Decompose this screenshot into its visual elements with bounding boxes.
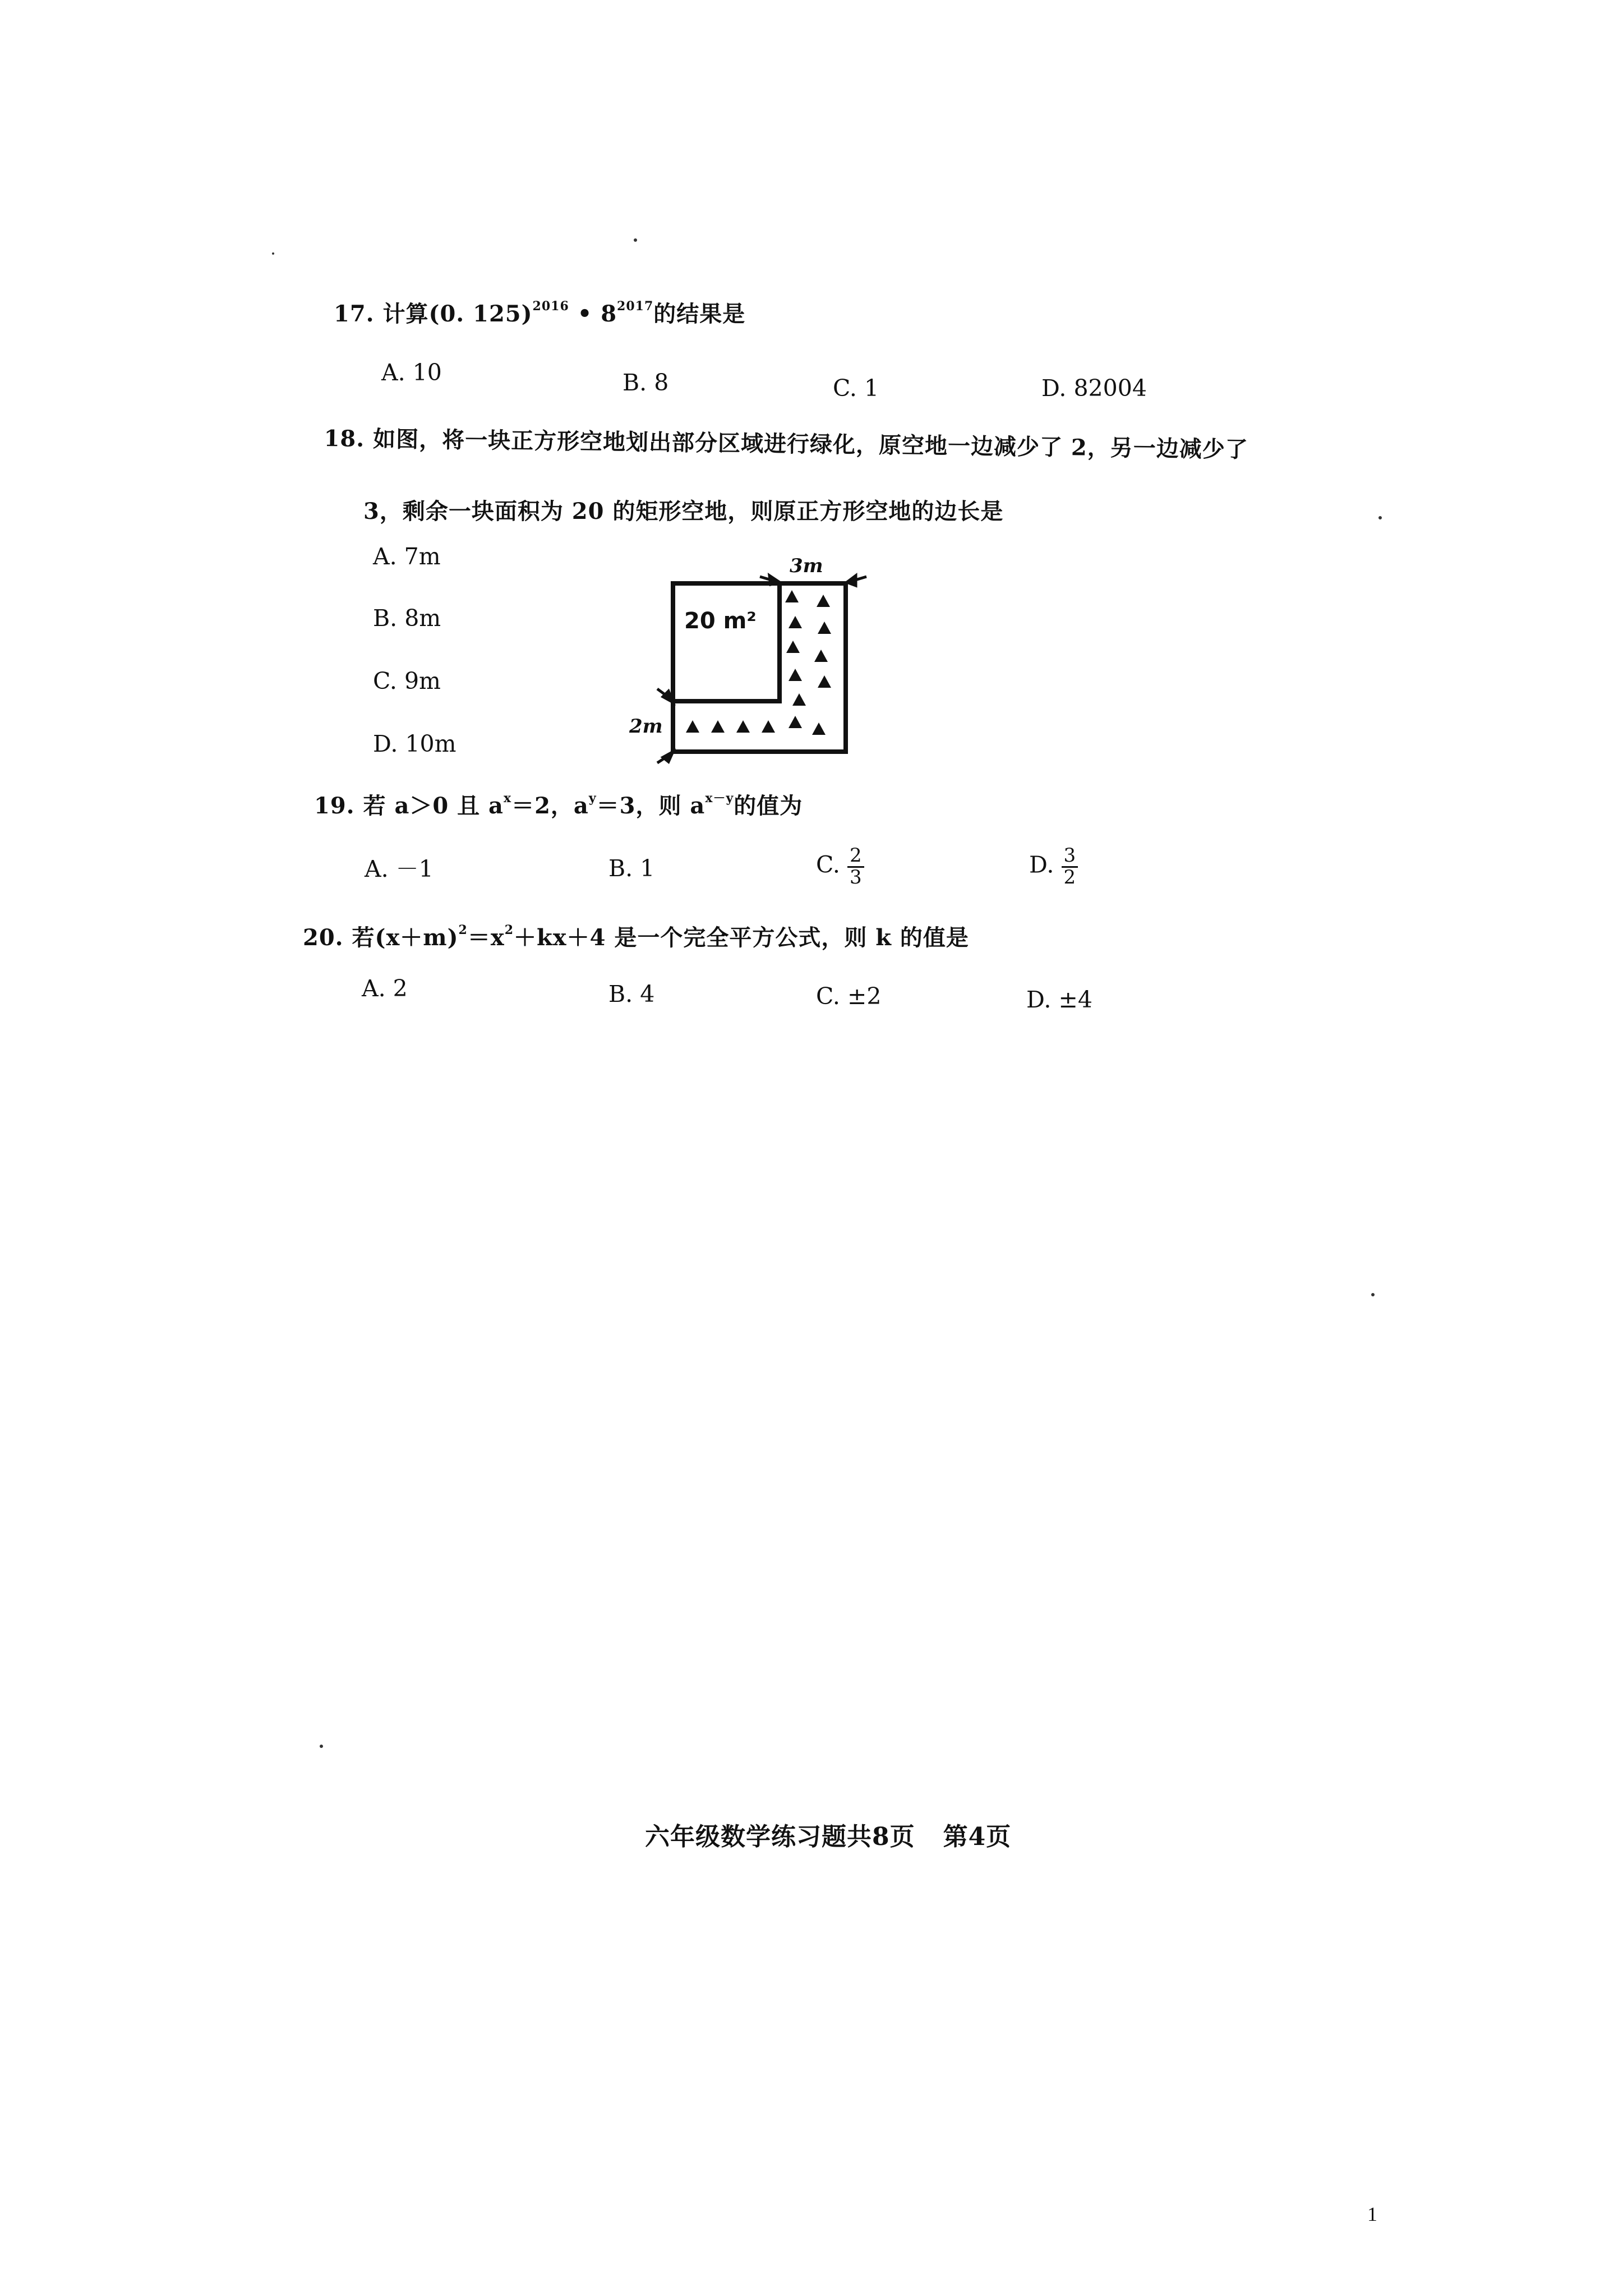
fraction-two-thirds: $\frac{2}{3}$ xyxy=(847,846,864,887)
area-label: 20 m² xyxy=(684,608,757,634)
q20-option-b: B. 4 xyxy=(608,981,655,1007)
q18-option-d: D. 10m xyxy=(373,730,457,757)
q20-option-a: A. 2 xyxy=(362,975,408,1002)
q19-option-d: D. $\frac{3}{2}$ xyxy=(1029,846,1078,887)
q18-stem-line1: 18. 如图，将一块正方形空地划出部分区域进行绿化，原空地一边减少了 2，另一边减少了 xyxy=(324,425,1249,463)
scan-speck xyxy=(634,238,637,242)
q17-option-b: B. 8 xyxy=(623,369,669,396)
page-number: 1 xyxy=(1367,2203,1377,2225)
scan-speck xyxy=(1378,516,1382,519)
q20-option-c: C. ±2 xyxy=(816,983,882,1010)
q19-option-b: B. 1 xyxy=(608,855,655,882)
q20-option-d: D. ±4 xyxy=(1026,986,1092,1013)
page-footer: 六年级数学练习题共8页 第4页 xyxy=(645,1823,1012,1851)
q18-option-c: C. 9m xyxy=(373,668,441,694)
fraction-three-halves: $\frac{3}{2}$ xyxy=(1062,846,1078,887)
q17-stem: 17. 计算(0. 125)$^{2016}$ • $8^{2017}$的结果是 xyxy=(334,299,746,327)
q19-stem: 19. 若 a＞0 且 $a^x=2$，$a^y=3$，则 $a^{x-y}$的值为 xyxy=(314,791,803,819)
q20-stem: 20. 若$(x+m)^2=x^2+kx+4$ 是一个完全平方公式，则 k 的值是 xyxy=(303,923,969,951)
scan-speck xyxy=(320,1745,323,1748)
q17-option-a: A. 10 xyxy=(381,359,442,386)
top-dimension-label: 3m xyxy=(790,555,823,577)
q18-option-a: A. 7m xyxy=(373,543,441,570)
q19-option-c: C. $\frac{2}{3}$ xyxy=(816,846,864,887)
remaining-rectangle xyxy=(673,583,780,701)
scan-speck xyxy=(1371,1293,1375,1296)
q17-option-c: C. 1 xyxy=(833,375,879,402)
side-dimension-label: 2m xyxy=(629,715,663,738)
scan-speck xyxy=(272,252,274,255)
q18-figure xyxy=(617,555,875,769)
q18-option-b: B. 8m xyxy=(373,605,441,632)
q18-stem-line2: 3，剩余一块面积为 20 的矩形空地，则原正方形空地的边长是 xyxy=(363,498,1004,524)
q19-option-a: A. －1 xyxy=(365,855,434,882)
q17-option-d: D. 82004 xyxy=(1041,375,1147,402)
